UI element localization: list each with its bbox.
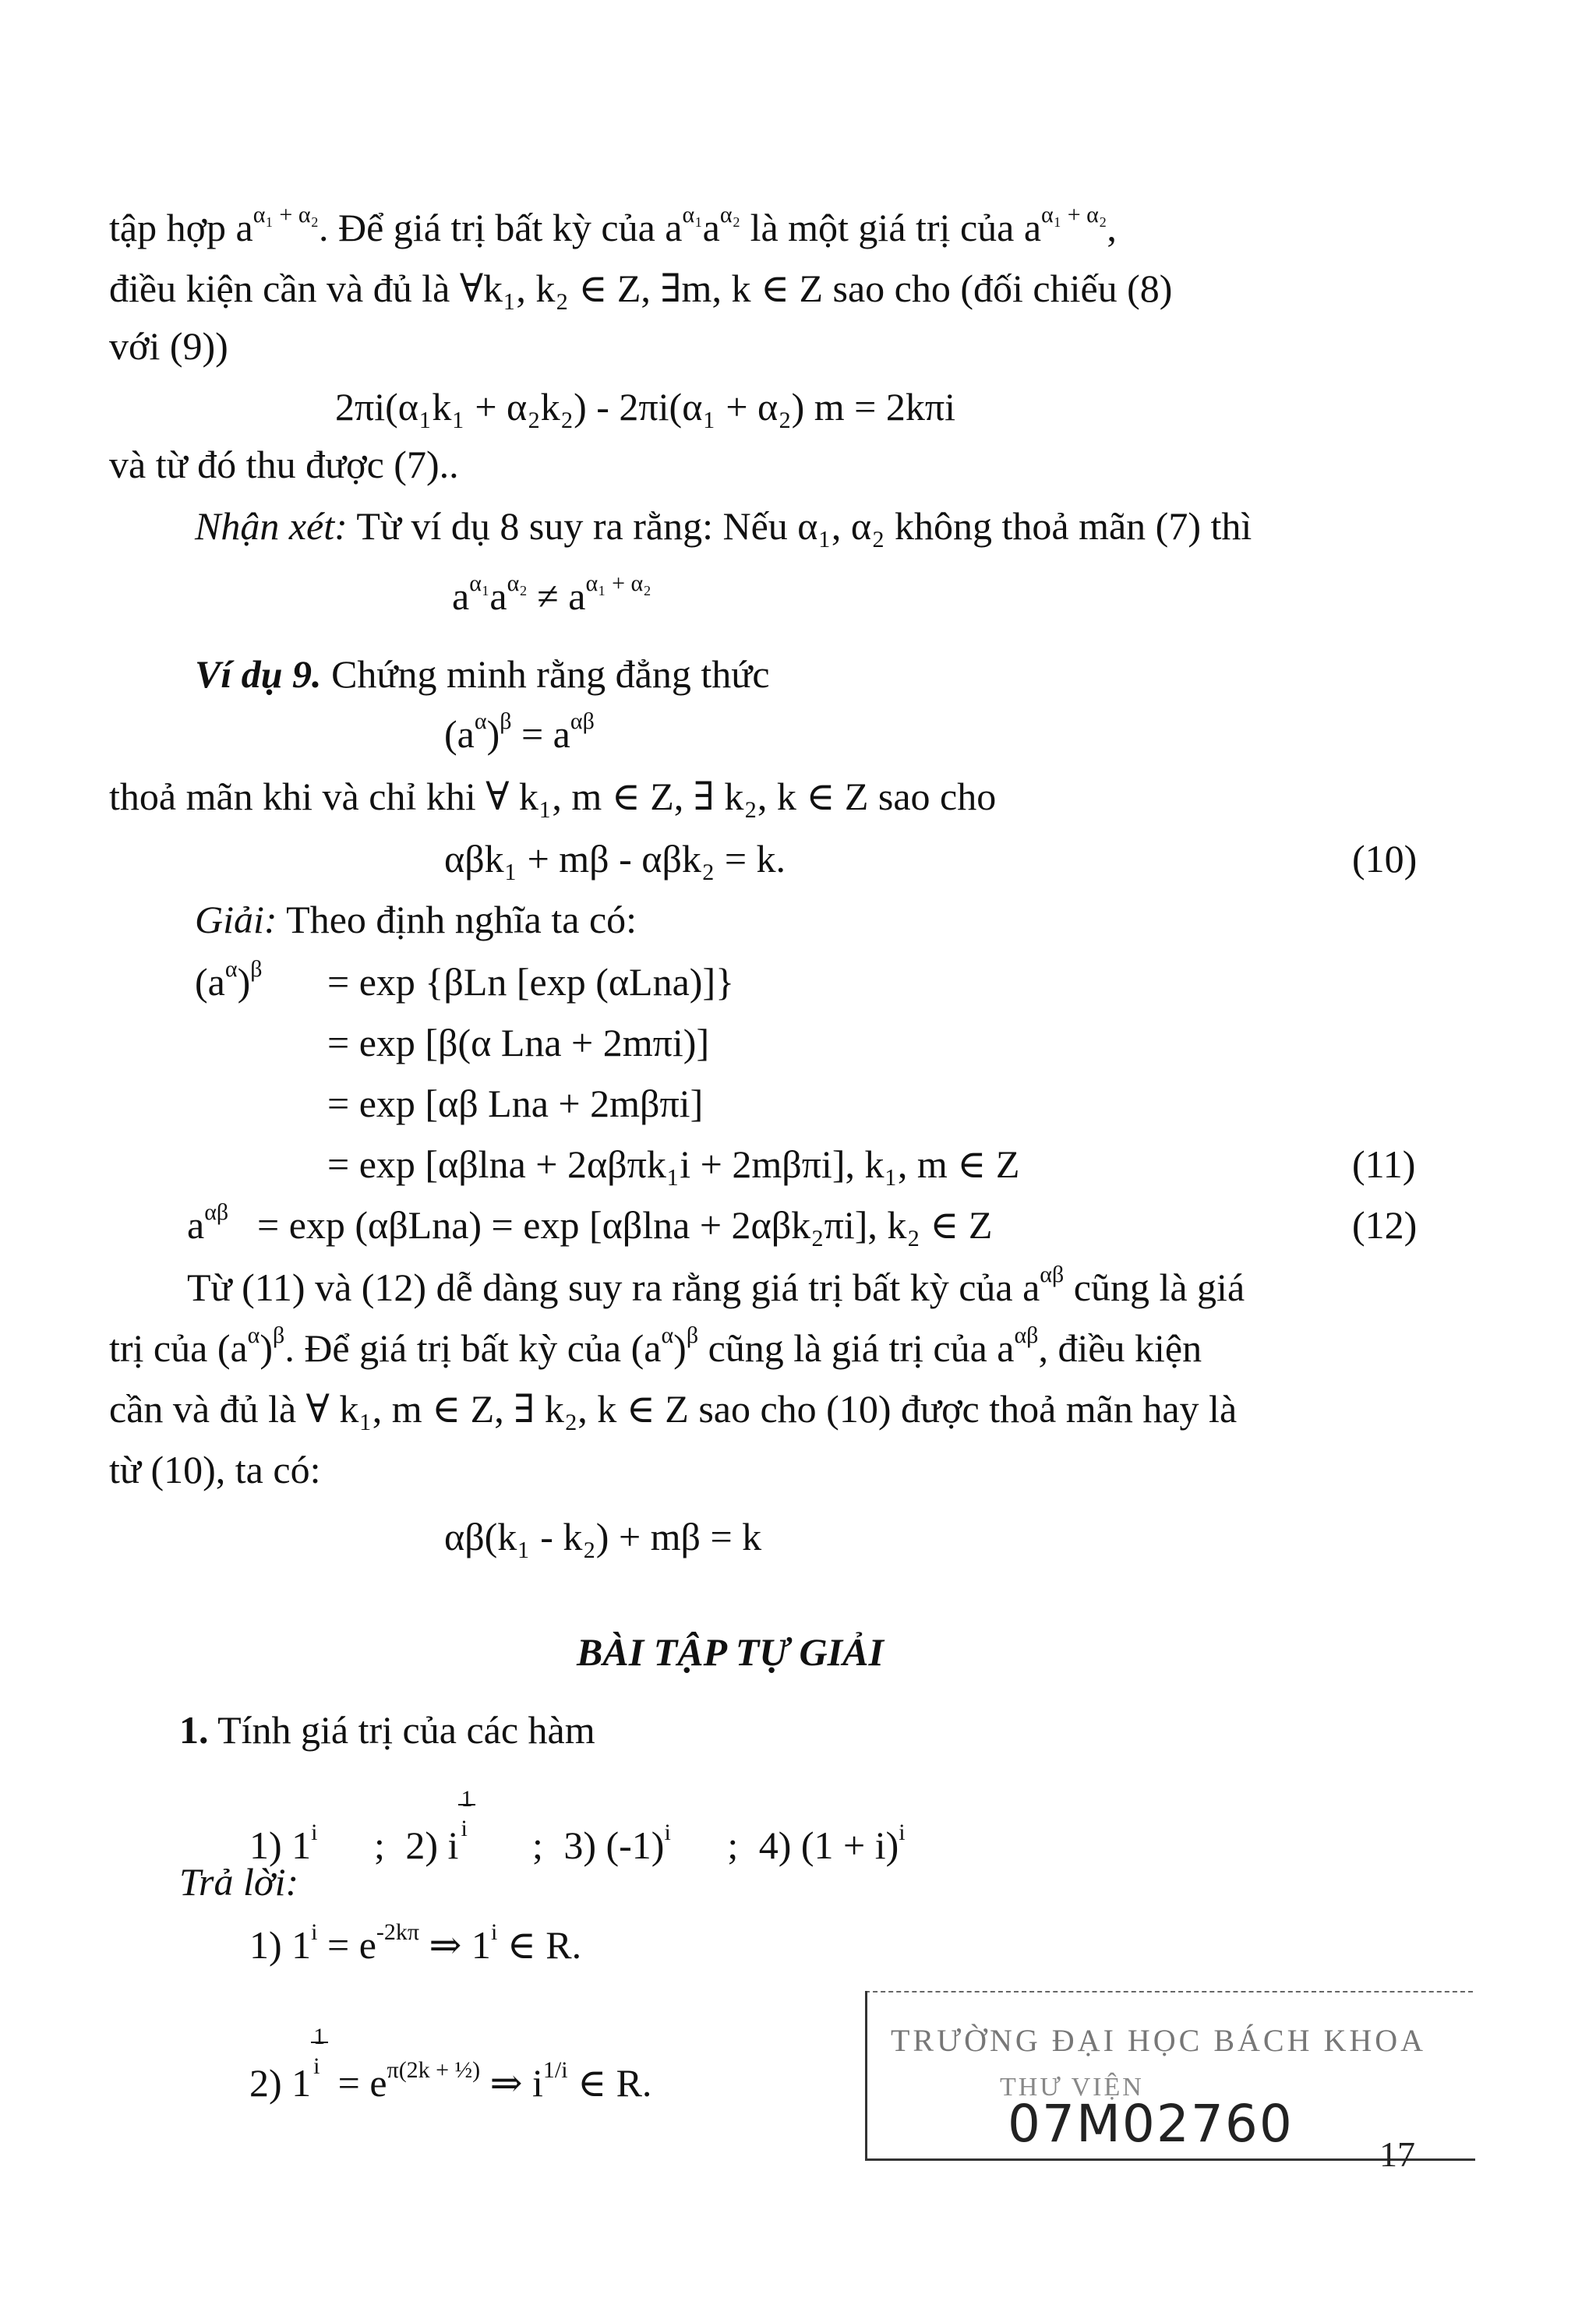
superscript: 1/i <box>542 2057 568 2083</box>
text: , điều kiện <box>1038 1326 1202 1370</box>
paragraph-equation: αβ(k₁ - k₂) + mβ = k <box>444 1515 762 1558</box>
inequality <box>452 570 651 619</box>
text-line-1 <box>109 204 1117 251</box>
superscript: β <box>250 956 263 982</box>
superscript: β <box>273 1322 285 1348</box>
superscript: α₁ <box>469 570 490 596</box>
text: ⇒ 1 <box>419 1923 491 1967</box>
text: ) <box>260 1326 274 1370</box>
superscript: i <box>664 1820 671 1845</box>
remark-line <box>195 503 1252 549</box>
text: ) <box>237 960 251 1004</box>
superscript: α <box>224 956 238 982</box>
derivation-line-1 <box>195 958 262 1005</box>
separator: ; <box>374 1823 385 1867</box>
item: 3) (-1) <box>563 1823 665 1867</box>
item: 2) i <box>405 1823 459 1867</box>
stamp-code: 07M02760 <box>1008 2094 1294 2154</box>
text: tập hợp a <box>109 206 253 249</box>
derivation-rhs-5: = exp (αβLna) = exp [αβlna + 2αβk₂πi], k₂ ∈ Z <box>257 1203 993 1247</box>
derivation-line-4: = exp [αβlna + 2αβπk₁i + 2mβπi], k₁, m ∈ Z <box>327 1142 1020 1186</box>
superscript: β <box>686 1322 699 1348</box>
superscript: αβ <box>1014 1322 1039 1348</box>
fraction <box>458 1786 475 1841</box>
superscript: i <box>311 1820 318 1845</box>
text: là một giá trị của a <box>750 206 1042 249</box>
text-line-3: với (9)) <box>109 324 228 368</box>
superscript: α₂ <box>507 570 528 596</box>
equation-number-11: (11) <box>1352 1142 1416 1186</box>
example-9-label: Ví dụ 9. <box>195 652 322 696</box>
superscript: α <box>474 708 487 734</box>
text: a <box>568 574 586 618</box>
superscript: β <box>500 708 512 734</box>
text: 1) 1 <box>249 1923 312 1967</box>
text: a <box>452 574 470 618</box>
item: 1) 1 <box>249 1823 312 1867</box>
superscript: α₁ + α₂ <box>1041 202 1107 228</box>
text: cũng là giá <box>1064 1265 1245 1309</box>
text: a <box>187 1203 205 1247</box>
page-number: 17 <box>1379 2134 1415 2174</box>
derivation-line-2: = exp [β(α Lna + 2mπi)] <box>327 1021 710 1064</box>
paragraph-line-4: từ (10), ta có: <box>109 1448 321 1491</box>
text: . Để giá trị bất kỳ của a <box>319 206 683 249</box>
denominator: i <box>313 2053 320 2079</box>
text-line-2: điều kiện cần và đủ là ∀k₁, k₂ ∈ Z, ∃m, k ∈ Z sao cho (đối chiếu (8) <box>109 266 1173 310</box>
derivation-rhs-1: = exp {βLn [exp (αLna)]} <box>327 960 735 1004</box>
superscript: αβ <box>570 708 595 734</box>
paragraph-line-3: cần và đủ là ∀ k₁, m ∈ Z, ∃ k₂, k ∈ Z sao cho (10) được thoả mãn hay là <box>109 1387 1238 1431</box>
text: 2) 1 <box>249 2061 312 2105</box>
remark-label: Nhận xét: <box>195 504 348 548</box>
solution-text: Theo định nghĩa ta có: <box>286 898 637 941</box>
superscript: α <box>247 1322 260 1348</box>
text-line-5: và từ đó thu được (7).. <box>109 443 459 486</box>
equation-number-10: (10) <box>1352 837 1418 881</box>
stamp-line-1: TRƯỜNG ĐẠI HỌC BÁCH KHOA <box>891 2023 1427 2058</box>
superscript: α <box>661 1322 674 1348</box>
fraction <box>311 2024 328 2079</box>
solution-line <box>195 896 637 943</box>
solution-label: Giải: <box>195 898 277 941</box>
example-9-equation <box>444 708 595 757</box>
text: (a <box>195 960 225 1004</box>
paragraph-line-1 <box>187 1264 1245 1311</box>
exercise-1 <box>179 1707 595 1753</box>
text: = e <box>328 2061 387 2105</box>
text: (a <box>444 712 475 756</box>
superscript: i <box>311 1919 318 1945</box>
text-line-9: thoả mãn khi và chỉ khi ∀ k₁, m ∈ Z, ∃ k₂, k ∈ Z sao cho <box>109 775 997 818</box>
text: = e <box>317 1923 376 1967</box>
exercise-number: 1. <box>179 1708 209 1752</box>
answer-2 <box>249 2024 652 2106</box>
superscript: α₁ + α₂ <box>252 202 319 228</box>
superscript: i <box>899 1820 906 1845</box>
equation-10: αβk₁ + mβ - αβk₂ = k. <box>444 837 786 881</box>
text: a <box>489 574 507 618</box>
example-9-text: Chứng minh rằng đẳng thức <box>331 652 770 696</box>
separator: ; <box>531 1823 543 1867</box>
text: Từ (11) và (12) dễ dàng suy ra rằng giá trị bất kỳ của a <box>187 1265 1040 1309</box>
item: 4) (1 + i) <box>758 1823 899 1867</box>
numerator: 1 <box>461 1786 473 1812</box>
text: ∈ R. <box>567 2061 652 2105</box>
superscript: α₁ <box>682 202 703 228</box>
remark-text: Từ ví dụ 8 suy ra rằng: Nếu α₁, α₂ không thoả mãn (7) thì <box>356 504 1252 548</box>
superscript: π(2k + ½) <box>387 2057 481 2083</box>
superscript: α₂ <box>719 202 741 228</box>
section-title: BÀI TẬP TỰ GIẢI <box>577 1630 884 1674</box>
text: cũng là giá trị của a <box>698 1326 1015 1370</box>
answer-label: Trả lời: <box>179 1860 299 1904</box>
text: = a <box>511 712 570 756</box>
stamp-line-2: THƯ VIỆN <box>1000 2073 1144 2102</box>
text: a <box>702 206 720 249</box>
text: trị của (a <box>109 1326 248 1370</box>
derivation-line-5 <box>187 1199 229 1248</box>
not-equal: ≠ <box>537 574 559 618</box>
equation-number-12: (12) <box>1352 1203 1418 1247</box>
denominator: i <box>461 1816 468 1841</box>
superscript: -2kπ <box>376 1919 420 1945</box>
exercise-text: Tính giá trị của các hàm <box>217 1708 595 1752</box>
superscript: αβ <box>204 1199 229 1225</box>
text: ) <box>486 712 500 756</box>
superscript: αβ <box>1040 1262 1065 1287</box>
equation-line: 2πi(α₁k₁ + α₂k₂) - 2πi(α₁ + α₂) m = 2kπi <box>335 385 956 429</box>
superscript: i <box>490 1919 498 1945</box>
paragraph-line-2 <box>109 1322 1202 1371</box>
text: ∈ R. <box>497 1923 582 1967</box>
derivation-line-3: = exp [αβ Lna + 2mβπi] <box>327 1082 704 1125</box>
superscript: α₁ + α₂ <box>585 570 651 596</box>
text: ) <box>673 1326 687 1370</box>
text: , <box>1107 206 1117 249</box>
separator: ; <box>727 1823 739 1867</box>
answer-1 <box>249 1919 582 1968</box>
example-9-line <box>195 651 770 697</box>
text: ⇒ i <box>480 2061 543 2105</box>
exercise-items <box>249 1786 906 1869</box>
text: . Để giá trị bất kỳ của (a <box>284 1326 662 1370</box>
numerator: 1 <box>313 2024 326 2049</box>
